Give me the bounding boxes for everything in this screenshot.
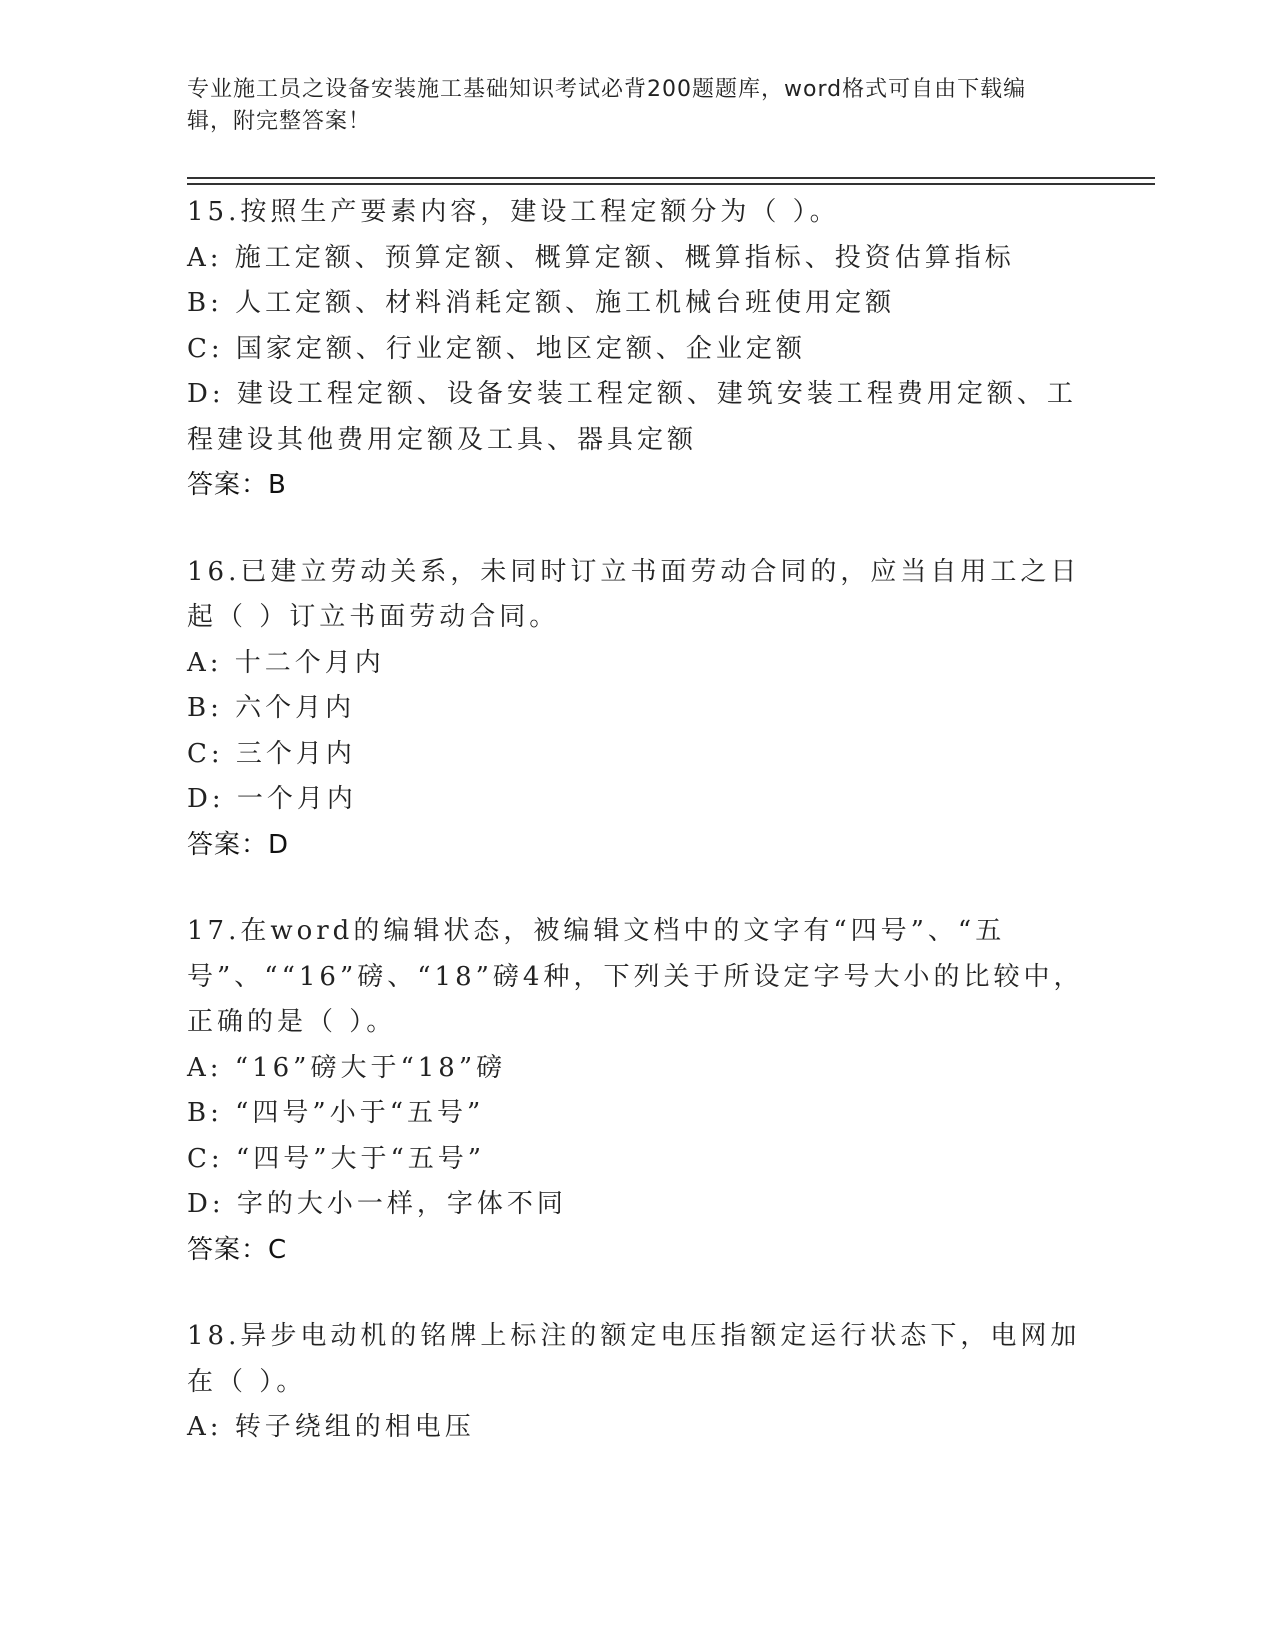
answer-label: 答案：C: [187, 1234, 288, 1265]
answer-label: 答案：D: [187, 829, 290, 860]
question-stem: 18.异步电动机的铭牌上标注的额定电压指额定运行状态下，电网加在（ ）。: [187, 1321, 1081, 1397]
header-divider-bottom: [187, 183, 1155, 185]
option-b: B: 六个月内: [187, 693, 356, 723]
header-divider-top: [187, 177, 1155, 179]
question-list: [187, 190, 1087, 1492]
answer-label: 答案：B: [187, 470, 287, 500]
option-a: A: “16”磅大于“18”磅: [187, 1052, 507, 1083]
option-a: A: 转子绕组的相电压: [187, 1412, 475, 1442]
question-16: [187, 550, 1087, 869]
question-stem: 16.已建立劳动关系，未同时订立书面劳动合同的，应当自用工之日起（ ）订立书面劳动合同。: [187, 556, 1081, 632]
option-d: D: 一个月内: [187, 784, 357, 814]
document-header: 专业施工员之设备安装施工基础知识考试必背200题题库，word格式可自由下载编辑，附完整答案！: [187, 77, 1027, 134]
option-d: D: 建设工程定额、设备安装工程定额、建筑安装工程费用定额、工程建设其他费用定额及工具、器具定额: [187, 379, 1077, 455]
question-18: [187, 1314, 1087, 1451]
option-c: C: 三个月内: [187, 738, 356, 769]
option-a: A: 十二个月内: [187, 647, 385, 678]
option-a: A: 施工定额、预算定额、概算定额、概算指标、投资估算指标: [187, 242, 1015, 273]
option-b: B: 人工定额、材料消耗定额、施工机械台班使用定额: [187, 288, 896, 318]
question-15: [187, 190, 1087, 509]
option-d: D: 字的大小一样，字体不同: [187, 1189, 567, 1219]
question-stem: 15.按照生产要素内容，建设工程定额分为（ ）。: [187, 197, 840, 227]
option-c: C: “四号”大于“五号”: [187, 1143, 486, 1174]
question-17: [187, 909, 1087, 1273]
question-stem: 17.在word的编辑状态，被编辑文档中的文字有“四号”、“五号”、““16”磅、“18”磅4种，下列关于所设定字号大小的比较中，正确的是（ ）。: [187, 916, 1084, 1037]
option-c: C: 国家定额、行业定额、地区定额、企业定额: [187, 333, 806, 364]
option-b: B: “四号”小于“五号”: [187, 1098, 485, 1128]
